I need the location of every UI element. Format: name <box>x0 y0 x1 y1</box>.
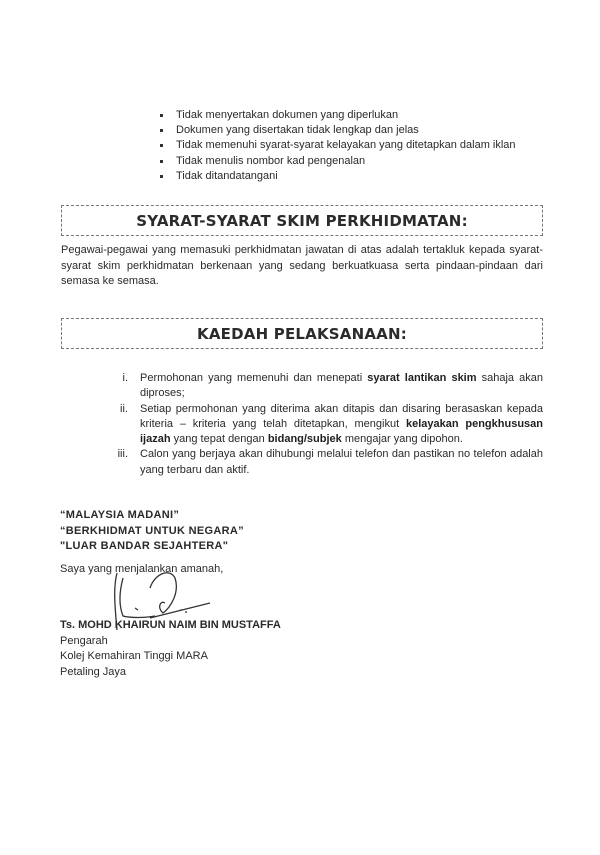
list-item-text: Tidak menulis nombor kad pengenalan <box>176 154 366 167</box>
bullet-icon <box>160 129 163 132</box>
bullet-icon <box>160 175 163 178</box>
list-item <box>110 371 543 402</box>
section-heading-syarat: SYARAT-SYARAT SKIM PERKHIDMATAN: <box>61 205 543 236</box>
text: yang tepat dengan <box>170 433 268 446</box>
motto: “MALAYSIA MADANI” <box>60 509 180 521</box>
text: Calon yang berjaya akan dihubungi melalui telefon dan pastikan no telefon adalah yang terbaru dan aktif. <box>140 448 543 476</box>
list-item <box>160 138 516 153</box>
signatory-name: Ts. MOHD KHAIRUN NAIM BIN MUSTAFFA <box>60 619 281 631</box>
list-item <box>160 123 516 138</box>
text: sahaja akan diproses; <box>140 372 543 400</box>
list-item <box>160 154 516 169</box>
list-number: ii. <box>120 402 128 415</box>
mottos <box>60 508 244 555</box>
section-heading-kaedah: KAEDAH PELAKSANAAN: <box>61 318 543 349</box>
section-body-syarat: Pegawai-pegawai yang memasuki perkhidmatan jawatan di atas adalah tertakluk kepada syarat-syarat skim perkhidmatan berkenaan yang sedang berkuatkuasa serta pindaan-pindaan dari semasa ke semasa. <box>61 244 543 287</box>
bullet-icon <box>160 114 163 117</box>
list-item <box>110 402 543 448</box>
text: mengajar yang dipohon. <box>341 433 463 446</box>
list-item-text: Tidak ditandatangani <box>176 169 278 182</box>
bold-text: syarat lantikan skim <box>367 372 477 384</box>
list-item-text: Tidak menyertakan dokumen yang diperlukan <box>176 109 399 121</box>
motto: "LUAR BANDAR SEJAHTERA" <box>60 540 229 552</box>
list-item-text: Dokumen yang disertakan tidak lengkap dan jelas <box>176 124 419 137</box>
list-number: i. <box>122 372 128 384</box>
bullet-icon <box>160 160 163 163</box>
text: Setiap permohonan yang diterima akan ditapis dan disaring berasaskan kepada kriteria – kriteria yang telah ditetapkan, mengikut <box>140 402 543 430</box>
list-item <box>110 447 543 478</box>
list-number: iii. <box>117 448 128 461</box>
list-item-text: Tidak memenuhi syarat-syarat kelayakan yang ditetapkan dalam iklan <box>176 139 516 152</box>
rejection-reasons-list <box>160 108 516 184</box>
signatory-org: Kolej Kemahiran Tinggi MARA <box>60 650 208 662</box>
signatory-title: Pengarah <box>60 634 108 647</box>
signatory-block <box>60 618 281 680</box>
bold-text: bidang/subjek <box>267 433 342 446</box>
signatory-location: Petaling Jaya <box>60 665 127 678</box>
list-item <box>160 108 516 123</box>
list-item <box>160 169 516 184</box>
kaedah-list <box>110 371 543 478</box>
text: Permohonan yang memenuhi dan menepati <box>140 372 368 384</box>
closing-text: Saya yang menjalankan amanah, <box>60 563 224 575</box>
motto: “BERKHIDMAT UNTUK NEGARA” <box>60 524 244 537</box>
bullet-icon <box>160 144 163 147</box>
bold-text: kelayakan pengkhususan ijazah <box>140 417 544 446</box>
